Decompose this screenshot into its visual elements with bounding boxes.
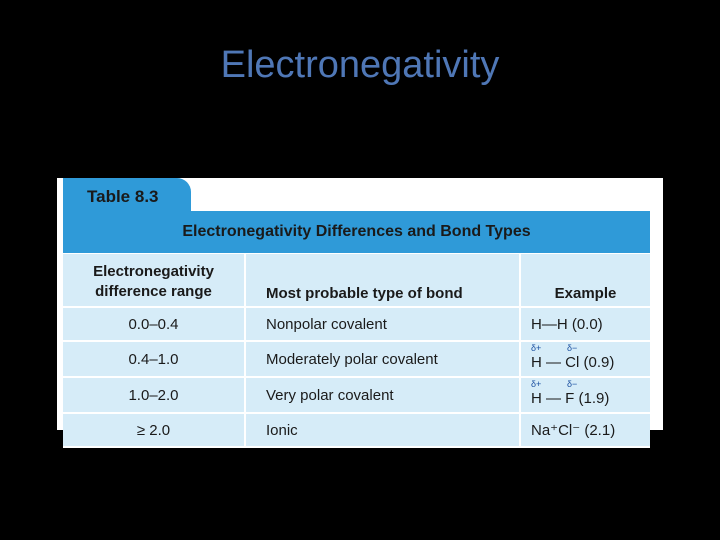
table-row [63,377,650,413]
example-formula: H — Cl (0.9) [531,354,615,371]
cell-type: Nonpolar covalent [245,307,520,341]
table-number-tab: Table 8.3 [63,178,191,211]
cell-example [520,377,650,413]
cell-range: ≥ 2.0 [63,413,245,447]
delta-minus-label: δ− [567,343,578,353]
cell-type: Very polar covalent [245,377,520,413]
cell-range: 0.0–0.4 [63,307,245,341]
cell-example: H—H (0.0) [520,307,650,341]
delta-minus-label: δ− [567,379,578,389]
header-range-line1: Electronegativity [93,263,214,280]
cell-example [520,341,650,377]
bond-types-table [63,254,650,448]
cell-type: Ionic [245,413,520,447]
example-formula: H — F (1.9) [531,390,610,407]
table-caption: Electronegativity Differences and Bond Types [63,211,650,253]
table-header-row [63,254,650,307]
table-row [63,413,650,447]
delta-plus-label: δ+ [531,379,542,389]
slide-title: Electronegativity [220,44,500,86]
cell-range: 1.0–2.0 [63,377,245,413]
header-type: Most probable type of bond [245,254,520,307]
delta-plus-label: δ+ [531,343,542,353]
cell-example: Na⁺Cl⁻ (2.1) [520,413,650,447]
header-range-line2: difference range [95,283,212,300]
header-example: Example [520,254,650,307]
header-range [63,254,245,307]
table-row [63,341,650,377]
cell-range: 0.4–1.0 [63,341,245,377]
table-panel [57,178,663,439]
table-row [63,307,650,341]
cell-type: Moderately polar covalent [245,341,520,377]
